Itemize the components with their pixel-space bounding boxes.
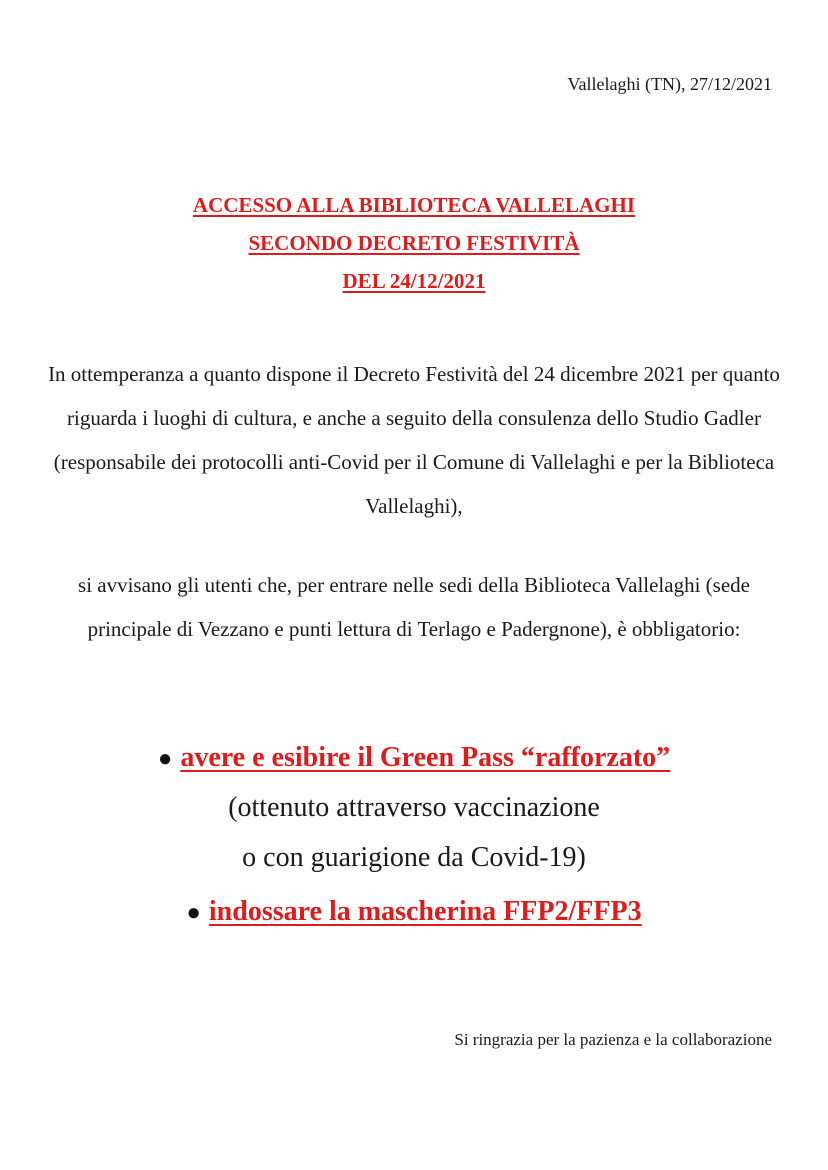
requirement-item-green-pass (0, 740, 828, 777)
requirement-note-line-1: (ottenuto attraverso vaccinazione (228, 792, 600, 823)
bullet-icon: ● (186, 900, 201, 926)
title-line-1-text: ACCESSO ALLA BIBLIOTECA VALLELAGHI (192, 193, 636, 217)
title-line-3 (0, 264, 828, 302)
title-line-1 (0, 188, 828, 226)
place-date: Vallelaghi (TN), 27/12/2021 (567, 74, 772, 94)
title-line-2-text: SECONDO DECRETO FESTIVITÀ (248, 231, 580, 255)
requirement-item-mask (0, 894, 828, 931)
requirement-note-line-2: o con guarigione da Covid-19) (242, 842, 586, 873)
notice-paragraph: si avvisano gli utenti che, per entrare nelle sedi della Biblioteca Vallelaghi (sede principale di Vezzano e punti lettura di Terlago e Padergnone), è obbligatorio: (78, 573, 750, 641)
closing-thanks: Si ringrazia per la pazienza e la collaborazione (454, 1030, 772, 1049)
notice-title (0, 188, 828, 302)
intro-paragraph: In ottemperanza a quanto dispone il Decreto Festività del 24 dicembre 2021 per quanto riguarda i luoghi di cultura, e anche a seguito della consulenza dello Studio Gadler (responsabile dei protocolli anti-Covid per il Comune di Vallelaghi e per la Biblioteca Vallelaghi), (48, 362, 780, 518)
title-line-3-text: DEL 24/12/2021 (342, 269, 486, 293)
requirement-mask-text: indossare la mascherina FFP2/FFP3 (208, 896, 642, 927)
bullet-icon: ● (157, 746, 173, 772)
title-line-2 (0, 226, 828, 264)
requirement-green-pass-text: avere e esibire il Green Pass “rafforzato” (180, 742, 671, 773)
